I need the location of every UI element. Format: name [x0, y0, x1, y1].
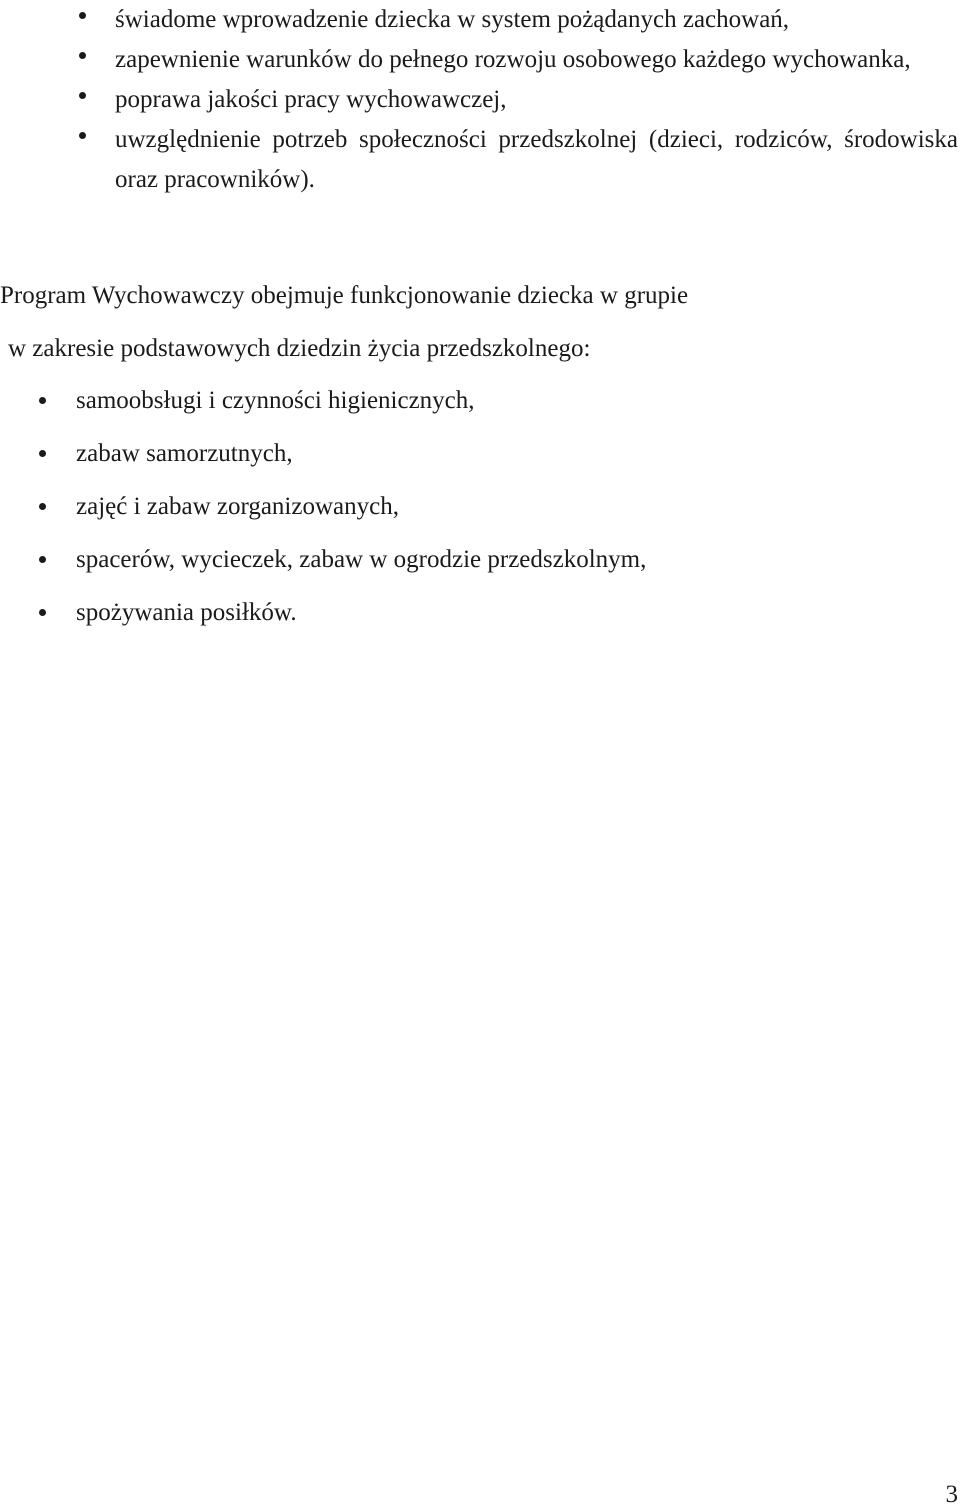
list-item	[0, 120, 960, 200]
bullet-icon	[79, 132, 86, 139]
list-item-text: świadome wprowadzenie dziecka w system pożądanych zachowań,	[115, 6, 790, 33]
list-item-text: zapewnienie warunków do pełnego rozwoju osobowego każdego wychowanka,	[115, 46, 911, 73]
intro-paragraph-line-1: Program Wychowawczy obejmuje funkcjonowanie dziecka w grupie	[0, 282, 689, 309]
goals-list	[0, 0, 960, 200]
bullet-icon	[39, 609, 46, 616]
list-item-text: spożywania posiłków.	[76, 599, 297, 626]
bullet-icon	[39, 556, 46, 563]
list-item-text: uwzględnienie potrzeb społeczności przedszkolnej (dzieci, rodziców, środowiska oraz pracowników).	[115, 126, 958, 193]
list-item-text: poprawa jakości pracy wychowawczej,	[115, 86, 507, 113]
bullet-icon	[79, 52, 86, 59]
list-item	[0, 80, 960, 120]
list-item-text: zajęć i zabaw zorganizowanych,	[76, 493, 399, 520]
bullet-icon	[39, 450, 46, 457]
bullet-icon	[39, 397, 46, 404]
intro-paragraph-line-2: w zakresie podstawowych dziedzin życia przedszkolnego:	[8, 335, 591, 362]
list-item-text: zabaw samorzutnych,	[76, 440, 293, 467]
list-item	[0, 598, 646, 651]
list-item-text: samoobsługi i czynności higienicznych,	[76, 387, 475, 414]
list-item	[0, 545, 646, 598]
bullet-icon	[79, 92, 86, 99]
list-item-text: spacerów, wycieczek, zabaw w ogrodzie przedszkolnym,	[76, 546, 647, 573]
list-item	[0, 40, 960, 80]
areas-list	[0, 386, 646, 651]
list-item	[0, 439, 646, 492]
list-item	[0, 386, 646, 439]
bullet-icon	[39, 503, 46, 510]
list-item	[0, 492, 646, 545]
bullet-icon	[79, 12, 86, 19]
list-item	[0, 0, 960, 40]
page-number: 3	[945, 1481, 958, 1508]
